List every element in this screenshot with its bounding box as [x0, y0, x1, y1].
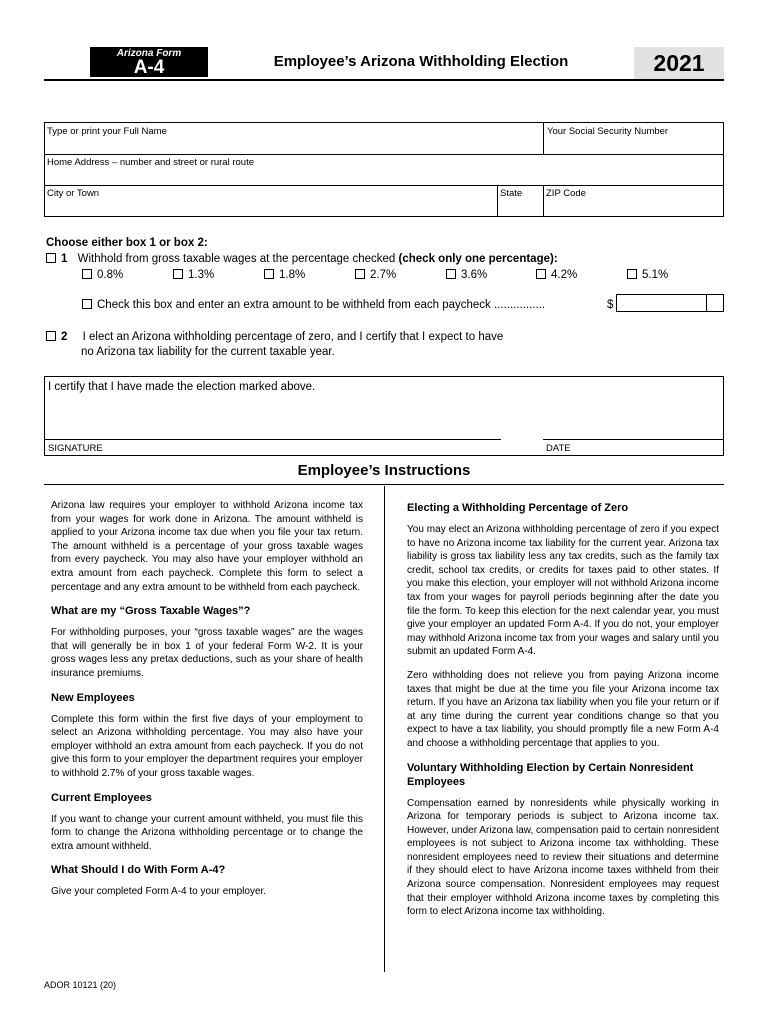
city-field[interactable]: City or Town	[47, 188, 100, 199]
current-employees-heading: Current Employees	[51, 791, 152, 804]
pct-option[interactable]: 2.7%	[355, 269, 396, 281]
voluntary-heading: Voluntary Withholding Election by Certain Nonresident Employees	[407, 761, 694, 788]
date-label: DATE	[546, 443, 571, 454]
instructions-rule	[44, 484, 724, 485]
pct-option[interactable]: 4.2%	[536, 269, 577, 281]
checkbox-icon[interactable]	[173, 269, 183, 279]
column-divider	[384, 486, 385, 972]
instructions-left-column	[51, 499, 363, 909]
current-employees-text: If you want to change your current amount withheld, you must file this form to change the Arizona withholding percentage or to change the extra amount withheld.	[51, 813, 363, 852]
checkbox-icon[interactable]	[82, 269, 92, 279]
extra-amount-row	[82, 299, 545, 311]
extra-amount-label: Check this box and enter an extra amount to be withheld from each paycheck ................	[97, 299, 546, 311]
state-field[interactable]: State	[500, 188, 523, 199]
form-label: Arizona Form	[116, 48, 182, 59]
checkbox-icon[interactable]	[355, 269, 365, 279]
tax-year: 2021	[634, 47, 724, 79]
box2-label: I elect an Arizona withholding percentage of zero, and I certify that I expect to have	[82, 331, 504, 343]
pct-option[interactable]: 0.8%	[82, 269, 123, 281]
intro-text: Arizona law requires your employer to withhold Arizona income tax from your wages for work done in Arizona. The amount withheld is applied to your Arizona income tax due when you file your tax return. The amount withheld is a percentage of your gross taxable wages from every paycheck. You may also have your employer withhold an extra amount from each paycheck. Complete this form to select a percentage and any extra amount to be withheld from each paycheck.	[51, 500, 363, 593]
box1-checkbox[interactable]	[46, 253, 56, 263]
box1-instruction: (check only one percentage):	[398, 253, 558, 265]
what-to-do-heading: What Should I do With Form A-4?	[51, 864, 226, 877]
ssn-field[interactable]: Your Social Security Number	[547, 126, 669, 137]
box2-label-cont: no Arizona tax liability for the current taxable year.	[81, 346, 335, 358]
date-line[interactable]	[543, 439, 724, 440]
pct-option[interactable]: 1.3%	[173, 269, 214, 281]
zero-text-2: Zero withholding does not relieve you from paying Arizona income taxes that might be due at the time you file your Arizona income tax return. If you have an Arizona tax liability when you file your return or if at any time during the current year conditions change so that you expect to have a tax liability, you should promptly file a new Form A-4 and choose a withholding percentage that applies to you.	[407, 669, 719, 749]
instructions-title: Employee’s Instructions	[297, 462, 471, 479]
gross-wages-heading: What are my “Gross Taxable Wages”?	[51, 605, 251, 618]
dollar-sign: $	[607, 299, 614, 311]
form-number: A-4	[133, 57, 165, 78]
header-rule	[44, 79, 724, 81]
page-title: Employee’s Arizona Withholding Election	[273, 53, 569, 70]
new-employees-text: Complete this form within the first five days of your employment to select an Arizona withholding percentage. You may also have your employer withhold an extra amount from each paycheck. If you do not give this form to your employer the department requires your employer to withhold 2.7% of your gross taxable wages.	[51, 713, 363, 779]
box2-number: 2	[61, 331, 68, 343]
pct-option[interactable]: 1.8%	[264, 269, 305, 281]
new-employees-heading: New Employees	[51, 691, 135, 704]
extra-amount-checkbox[interactable]	[82, 299, 92, 309]
box1-number: 1	[61, 253, 68, 265]
checkbox-icon[interactable]	[446, 269, 456, 279]
form-footer: ADOR 10121 (20)	[44, 980, 117, 990]
what-to-do-text: Give your completed Form A-4 to your employer.	[51, 886, 267, 898]
election-heading: Choose either box 1 or box 2:	[46, 237, 208, 249]
checkbox-icon[interactable]	[536, 269, 546, 279]
zip-field[interactable]: ZIP Code	[546, 188, 586, 199]
checkbox-icon[interactable]	[264, 269, 274, 279]
extra-amount-input[interactable]	[616, 294, 724, 312]
zero-heading: Electing a Withholding Percentage of Zero	[407, 502, 629, 514]
box2-checkbox[interactable]	[46, 331, 56, 341]
pct-option[interactable]: 3.6%	[446, 269, 487, 281]
box1-row	[46, 253, 558, 265]
signature-label: SIGNATURE	[48, 443, 103, 454]
instructions-right-column	[407, 499, 719, 929]
zero-text-1: You may elect an Arizona withholding percentage of zero if you expect to have no Arizona income tax liability for the current year. Arizona tax liability is gross tax liability less any tax credits, such as the family tax credit, school tax credits, or credits for taxes paid to other states. If you make this election, your employer will not withhold Arizona income tax from your wages for payroll periods beginning after the date you file the form. To keep this election for the next calendar year, you must give your employer an updated Form A-4. If you do not, your employer may withhold Arizona income tax from your wages and salary until you submit an updated Form A-4.	[407, 524, 719, 658]
full-name-field[interactable]: Type or print your Full Name	[47, 126, 167, 137]
signature-line[interactable]	[44, 439, 501, 440]
certify-text: I certify that I have made the election marked above.	[48, 381, 316, 393]
voluntary-text: Compensation earned by nonresidents while physically working in Arizona for temporary periods is subject to Arizona income tax. However, under Arizona law, compensation paid to certain nonresident employees is not subject to Arizona income tax withholding. These nonresident employees need to review their situations and determine if they should elect to have Arizona income taxes withheld from their Arizona source compensation. Nonresident employees may request that their employer withhold Arizona income taxes by completing this form to elect Arizona income tax withholding.	[407, 797, 719, 918]
gross-wages-text: For withholding purposes, your “gross taxable wages” are the wages that will generally be in box 1 of your federal Form W-2. It is your gross wages less any pretax deductions, such as your share of health insurance premiums.	[51, 627, 363, 679]
checkbox-icon[interactable]	[627, 269, 637, 279]
address-field[interactable]: Home Address – number and street or rural route	[47, 157, 254, 168]
form-badge	[90, 47, 208, 77]
box1-label: Withhold from gross taxable wages at the percentage checked	[77, 253, 396, 265]
pct-option[interactable]: 5.1%	[627, 269, 668, 281]
box2-row	[46, 331, 503, 343]
